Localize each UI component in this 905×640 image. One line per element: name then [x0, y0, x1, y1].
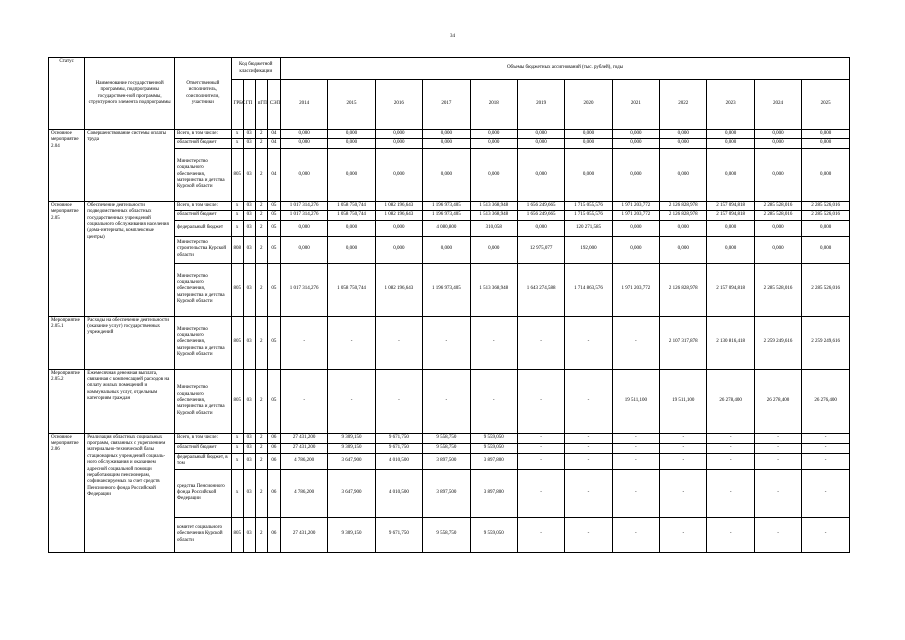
amount-cell: 0,000 — [517, 139, 564, 148]
header-name: Наименование государственной программы, подпрограммы государствен-ной программы, структурного элемента подпрограммы — [85, 58, 175, 130]
amount-cell: 0,000 — [328, 236, 375, 263]
status-cell: Основное мероприятие 2.04 — [49, 130, 85, 202]
amount-cell: 2 285 526,016 — [802, 201, 850, 210]
budget-code-cell: 06 — [267, 453, 280, 469]
amount-cell: 1 196 973,405 — [423, 211, 470, 220]
amount-cell: - — [707, 453, 754, 469]
budget-code-cell: 808 — [231, 236, 243, 263]
amount-cell: 1 656 249,665 — [517, 201, 564, 210]
amount-cell: 1 971 203,772 — [612, 211, 659, 220]
amount-cell: 27 431,200 — [280, 517, 327, 552]
amount-cell: 1 082 196,643 — [375, 211, 422, 220]
amount-cell: - — [612, 453, 659, 469]
amount-cell: - — [565, 433, 612, 443]
amount-cell: 0,000 — [754, 148, 801, 201]
amount-cell: 0,000 — [707, 130, 754, 139]
amount-cell: 1 715 055,576 — [565, 211, 612, 220]
amount-cell: 0,000 — [660, 220, 707, 236]
amount-cell: 0,000 — [612, 148, 659, 201]
amount-cell: 1 017 314,276 — [280, 211, 327, 220]
header-year: 2021 — [612, 80, 659, 130]
header-pgp: пГП — [255, 80, 267, 130]
header-sep: СЭП — [267, 80, 280, 130]
amount-cell: 1 196 973,405 — [423, 201, 470, 210]
header-year: 2020 — [565, 80, 612, 130]
amount-cell: - — [565, 369, 612, 433]
budget-code-cell: 03 — [243, 211, 255, 220]
amount-cell: 19 511,100 — [660, 369, 707, 433]
budget-code-cell: 03 — [243, 236, 255, 263]
amount-cell: 3 897,500 — [423, 453, 470, 469]
header-gp: ГП — [243, 80, 255, 130]
amount-cell: 9 309,150 — [328, 433, 375, 443]
amount-cell: 0,000 — [375, 139, 422, 148]
amount-cell: 2 126 828,978 — [660, 201, 707, 210]
amount-cell: 0,000 — [328, 130, 375, 139]
amount-cell: 0,000 — [423, 139, 470, 148]
amount-cell: 9 558,750 — [423, 517, 470, 552]
amount-cell: - — [375, 369, 422, 433]
table-row — [49, 433, 850, 443]
budget-code-cell: 2 — [255, 316, 267, 369]
amount-cell: - — [517, 469, 564, 517]
budget-code-cell: х — [231, 130, 243, 139]
amount-cell: 26 278,400 — [754, 369, 801, 433]
amount-cell: 1 058 750,744 — [328, 263, 375, 316]
amount-cell: 9 558,750 — [423, 433, 470, 443]
budget-code-cell: 05 — [267, 211, 280, 220]
amount-cell: - — [660, 443, 707, 453]
amount-cell: 2 285 528,016 — [754, 263, 801, 316]
amount-cell: 0,000 — [280, 220, 327, 236]
amount-cell: - — [802, 469, 850, 517]
amount-cell: 4 010,500 — [375, 469, 422, 517]
amount-cell: - — [280, 316, 327, 369]
amount-cell: 9 309,150 — [328, 443, 375, 453]
amount-cell: 2 126 828,978 — [660, 211, 707, 220]
amount-cell: 9 671,750 — [375, 517, 422, 552]
amount-cell: 0,000 — [328, 220, 375, 236]
amount-cell: - — [802, 433, 850, 443]
budget-code-cell: 03 — [243, 517, 255, 552]
amount-cell: - — [612, 469, 659, 517]
amount-cell: - — [517, 453, 564, 469]
budget-code-cell: х — [231, 139, 243, 148]
budget-code-cell: 05 — [267, 220, 280, 236]
budget-code-cell: 03 — [243, 130, 255, 139]
amount-cell: - — [754, 469, 801, 517]
budget-code-cell: 03 — [243, 201, 255, 210]
table-header — [49, 58, 850, 130]
amount-cell: - — [612, 443, 659, 453]
amount-cell: 2 259 249,616 — [754, 316, 801, 369]
amount-cell: 0,000 — [754, 139, 801, 148]
amount-cell: 3 647,900 — [328, 469, 375, 517]
budget-code-cell: 2 — [255, 220, 267, 236]
executor-cell: Всего, в том числе: — [175, 201, 231, 210]
amount-cell: 0,000 — [470, 130, 517, 139]
amount-cell: 0,000 — [612, 236, 659, 263]
amount-cell: 1 714 863,576 — [565, 263, 612, 316]
budget-code-cell: 06 — [267, 469, 280, 517]
budget-code-cell: 2 — [255, 211, 267, 220]
amount-cell: - — [470, 369, 517, 433]
amount-cell: - — [565, 443, 612, 453]
amount-cell: - — [660, 517, 707, 552]
budget-code-cell: 05 — [267, 236, 280, 263]
header-status: Статус — [49, 58, 85, 130]
amount-cell: 2 130 816,418 — [707, 316, 754, 369]
executor-cell: средства Пенсионного фонда Российской Федерации — [175, 469, 231, 517]
amount-cell: 9 559,050 — [470, 517, 517, 552]
header-year: 2024 — [754, 80, 801, 130]
amount-cell: 0,000 — [470, 148, 517, 201]
program-name-cell: Реализация областных социальных программ, связанных с укреплением материально-технической базы стационарных учреждений социаль-ного обслуживания и оказанием адресной социальной помощи неработающим пенсионерам, софинансируемых за счет средств Пенсионного фонда Российской Федерации — [85, 433, 175, 552]
amount-cell: 0,000 — [280, 148, 327, 201]
budget-code-cell: 03 — [243, 453, 255, 469]
amount-cell: - — [470, 316, 517, 369]
amount-cell: 0,000 — [802, 139, 850, 148]
amount-cell: 0,000 — [375, 236, 422, 263]
budget-code-cell: х — [231, 433, 243, 443]
amount-cell: - — [565, 316, 612, 369]
executor-cell: комитет социального обеспечения Курской области — [175, 517, 231, 552]
budget-code-cell: 05 — [267, 316, 280, 369]
status-cell: Основное мероприятие 2.06 — [49, 433, 85, 552]
amount-cell: 0,000 — [375, 148, 422, 201]
amount-cell: 1 715 055,576 — [565, 201, 612, 210]
budget-code-cell: 03 — [243, 139, 255, 148]
budget-code-cell: 805 — [231, 148, 243, 201]
budget-code-cell: 805 — [231, 369, 243, 433]
amount-cell: - — [565, 517, 612, 552]
executor-cell: Министерство строительства Курской области — [175, 236, 231, 263]
amount-cell: 19 511,100 — [612, 369, 659, 433]
amount-cell: - — [660, 469, 707, 517]
amount-cell: - — [754, 433, 801, 443]
amount-cell: 2 285 528,016 — [754, 211, 801, 220]
amount-cell: 2 285 526,016 — [802, 263, 850, 316]
table-row — [49, 369, 850, 433]
budget-code-cell: 03 — [243, 263, 255, 316]
budget-code-cell: х — [231, 469, 243, 517]
executor-cell: Министерство социального обеспечения, материнства и детства Курской области — [175, 369, 231, 433]
budget-code-cell: 2 — [255, 130, 267, 139]
budget-code-cell: 2 — [255, 369, 267, 433]
amount-cell: 0,000 — [423, 148, 470, 201]
header-year: 2017 — [423, 80, 470, 130]
amount-cell: - — [328, 369, 375, 433]
executor-cell: Всего, в том числе: — [175, 433, 231, 443]
status-cell: Основное мероприятие 2.05 — [49, 201, 85, 316]
amount-cell: - — [517, 517, 564, 552]
amount-cell: 0,000 — [423, 236, 470, 263]
budget-code-cell: 2 — [255, 139, 267, 148]
amount-cell: 0,000 — [754, 130, 801, 139]
table-row — [49, 316, 850, 369]
program-name-cell: Ежемесячная денежная выплата, связанная с компенсацией расходов на оплату жилых помещений и коммунальных услуг, отдельным категориям граждан — [85, 369, 175, 433]
amount-cell: - — [802, 517, 850, 552]
program-name-cell: Обеспечение деятельности подведомственных областных государственных учреждений социального обслуживания населения (дома-интернаты, комплексные центры) — [85, 201, 175, 316]
amount-cell: 0,000 — [470, 236, 517, 263]
executor-cell: областной бюджет — [175, 211, 231, 220]
amount-cell: 1 082 196,643 — [375, 201, 422, 210]
amount-cell: 0,000 — [707, 236, 754, 263]
amount-cell: 0,000 — [565, 130, 612, 139]
executor-cell: федеральный бюджет, в том — [175, 453, 231, 469]
amount-cell: 4 080,800 — [423, 220, 470, 236]
amount-cell: 1 513 368,948 — [470, 263, 517, 316]
amount-cell: 0,000 — [328, 148, 375, 201]
amount-cell: - — [707, 469, 754, 517]
amount-cell: 27 431,200 — [280, 443, 327, 453]
table-row — [49, 130, 850, 139]
amount-cell: 0,000 — [280, 139, 327, 148]
header-volumes: Объемы бюджетных ассигнований (тыс. рублей), годы — [280, 58, 849, 80]
amount-cell: 0,000 — [517, 130, 564, 139]
program-name-cell: Расходы на обеспечение деятельности (оказание услуг) государственных учреждений — [85, 316, 175, 369]
amount-cell: - — [660, 453, 707, 469]
amount-cell: - — [565, 469, 612, 517]
budget-code-cell: 05 — [267, 263, 280, 316]
amount-cell: - — [707, 433, 754, 443]
header-year: 2022 — [660, 80, 707, 130]
budget-code-cell: х — [231, 443, 243, 453]
amount-cell: - — [375, 316, 422, 369]
amount-cell: - — [565, 453, 612, 469]
executor-cell: Министерство социального обеспечения, материнства и детства Курской области — [175, 263, 231, 316]
amount-cell: 0,000 — [612, 139, 659, 148]
budget-code-cell: 2 — [255, 201, 267, 210]
amount-cell: 26 278,400 — [707, 369, 754, 433]
amount-cell: 4 786,200 — [280, 453, 327, 469]
budget-code-cell: х — [231, 211, 243, 220]
budget-code-cell: 03 — [243, 148, 255, 201]
executor-cell: областной бюджет — [175, 139, 231, 148]
amount-cell: 1 017 314,276 — [280, 201, 327, 210]
amount-cell: 0,000 — [280, 236, 327, 263]
amount-cell: 1 017 314,276 — [280, 263, 327, 316]
budget-code-cell: 06 — [267, 517, 280, 552]
amount-cell: 120 271,585 — [565, 220, 612, 236]
amount-cell: 0,000 — [754, 220, 801, 236]
amount-cell: 9 671,750 — [375, 443, 422, 453]
budget-code-cell: 805 — [231, 517, 243, 552]
amount-cell: 9 309,150 — [328, 517, 375, 552]
budget-code-cell: 03 — [243, 433, 255, 443]
budget-table — [48, 57, 850, 553]
amount-cell: 26 276,400 — [802, 369, 850, 433]
header-year: 2016 — [375, 80, 422, 130]
budget-code-cell: 2 — [255, 443, 267, 453]
amount-cell: 3 897,800 — [470, 469, 517, 517]
amount-cell: 0,000 — [707, 148, 754, 201]
amount-cell: 0,000 — [660, 130, 707, 139]
amount-cell: 1 971 203,772 — [612, 263, 659, 316]
amount-cell: 0,000 — [754, 236, 801, 263]
amount-cell: 12 975,077 — [517, 236, 564, 263]
amount-cell: 2 157 094,818 — [707, 211, 754, 220]
amount-cell: - — [423, 369, 470, 433]
amount-cell: 0,000 — [660, 236, 707, 263]
header-grbs: ГРБС — [231, 80, 243, 130]
amount-cell: 0,000 — [707, 139, 754, 148]
budget-code-cell: 03 — [243, 443, 255, 453]
amount-cell: 0,000 — [517, 220, 564, 236]
budget-code-cell: 2 — [255, 263, 267, 316]
executor-cell: федеральный бюджет — [175, 220, 231, 236]
amount-cell: 1 058 750,744 — [328, 211, 375, 220]
amount-cell: 0,000 — [802, 148, 850, 201]
amount-cell: 0,000 — [802, 220, 850, 236]
amount-cell: - — [612, 316, 659, 369]
executor-cell: областной бюджет — [175, 443, 231, 453]
budget-code-cell: 2 — [255, 236, 267, 263]
executor-cell: Министерство социального обеспечения, материнства и детства Курской области — [175, 148, 231, 201]
amount-cell: 0,000 — [660, 139, 707, 148]
budget-code-cell: 03 — [243, 369, 255, 433]
budget-code-cell: 2 — [255, 517, 267, 552]
budget-code-cell: 04 — [267, 130, 280, 139]
executor-cell: Всего, в том числе: — [175, 130, 231, 139]
amount-cell: - — [517, 443, 564, 453]
amount-cell: - — [280, 369, 327, 433]
amount-cell: 0,000 — [328, 139, 375, 148]
amount-cell: 1 513 368,948 — [470, 201, 517, 210]
amount-cell: 3 897,800 — [470, 453, 517, 469]
executor-cell: Министерство социального обеспечения, материнства и детства Курской области — [175, 316, 231, 369]
budget-code-cell: 2 — [255, 433, 267, 443]
amount-cell: 0,000 — [612, 220, 659, 236]
amount-cell: 2 259 249,616 — [802, 316, 850, 369]
amount-cell: 3 647,900 — [328, 453, 375, 469]
budget-code-cell: х — [231, 220, 243, 236]
budget-code-cell: х — [231, 201, 243, 210]
header-year: 2023 — [707, 80, 754, 130]
table-body — [49, 130, 850, 553]
budget-code-cell: 05 — [267, 369, 280, 433]
amount-cell: - — [660, 433, 707, 443]
budget-code-cell: 805 — [231, 263, 243, 316]
amount-cell: 0,000 — [707, 220, 754, 236]
amount-cell: 0,000 — [565, 139, 612, 148]
header-year: 2025 — [802, 80, 850, 130]
budget-code-cell: 05 — [267, 201, 280, 210]
budget-code-cell: 805 — [231, 316, 243, 369]
amount-cell: 4 786,200 — [280, 469, 327, 517]
budget-code-cell: 04 — [267, 139, 280, 148]
budget-code-cell: 03 — [243, 220, 255, 236]
budget-code-cell: 2 — [255, 148, 267, 201]
program-name-cell: Совершенствование системы оплаты труда — [85, 130, 175, 202]
amount-cell: 1 513 368,948 — [470, 211, 517, 220]
budget-code-cell: 06 — [267, 433, 280, 443]
amount-cell: 0,000 — [517, 148, 564, 201]
amount-cell: - — [754, 517, 801, 552]
amount-cell: 192,000 — [565, 236, 612, 263]
header-budget-code: Код бюджетной классификации — [231, 58, 280, 80]
amount-cell: - — [707, 517, 754, 552]
budget-code-cell: 06 — [267, 443, 280, 453]
budget-code-cell: 03 — [243, 316, 255, 369]
amount-cell: - — [423, 316, 470, 369]
amount-cell: - — [612, 517, 659, 552]
amount-cell: 3 897,500 — [423, 469, 470, 517]
amount-cell: 1 082 196,643 — [375, 263, 422, 316]
amount-cell: 0,000 — [565, 148, 612, 201]
amount-cell: 310,058 — [470, 220, 517, 236]
amount-cell: 9 559,050 — [470, 433, 517, 443]
amount-cell: 1 656 249,665 — [517, 211, 564, 220]
status-cell: Мероприятие 2.05.2 — [49, 369, 85, 433]
amount-cell: - — [707, 443, 754, 453]
header-year: 2015 — [328, 80, 375, 130]
amount-cell: 0,000 — [375, 130, 422, 139]
amount-cell: 2 126 828,978 — [660, 263, 707, 316]
amount-cell: 1 196 973,405 — [423, 263, 470, 316]
amount-cell: - — [754, 443, 801, 453]
amount-cell: 0,000 — [612, 130, 659, 139]
budget-code-cell: 04 — [267, 148, 280, 201]
page-number: 34 — [450, 34, 455, 39]
amount-cell: 1 643 274,588 — [517, 263, 564, 316]
amount-cell: 2 285 526,016 — [802, 211, 850, 220]
amount-cell: - — [517, 316, 564, 369]
budget-code-cell: 03 — [243, 469, 255, 517]
amount-cell: 0,000 — [660, 148, 707, 201]
amount-cell: - — [328, 316, 375, 369]
amount-cell: 2 157 094,818 — [707, 263, 754, 316]
amount-cell: 9 558,750 — [423, 443, 470, 453]
amount-cell: - — [517, 433, 564, 443]
amount-cell: - — [754, 453, 801, 469]
amount-cell: 2 157 094,818 — [707, 201, 754, 210]
amount-cell: 0,000 — [470, 139, 517, 148]
amount-cell: - — [517, 369, 564, 433]
header-year: 2019 — [517, 80, 564, 130]
budget-code-cell: 2 — [255, 469, 267, 517]
amount-cell: 0,000 — [802, 236, 850, 263]
amount-cell: 2 285 528,016 — [754, 201, 801, 210]
amount-cell: 27 431,200 — [280, 433, 327, 443]
header-year: 2018 — [470, 80, 517, 130]
amount-cell: 0,000 — [423, 130, 470, 139]
budget-code-cell: х — [231, 453, 243, 469]
amount-cell: 0,000 — [375, 220, 422, 236]
amount-cell: 1 971 203,772 — [612, 201, 659, 210]
amount-cell: - — [612, 433, 659, 443]
amount-cell: 0,000 — [802, 130, 850, 139]
amount-cell: 9 671,750 — [375, 433, 422, 443]
status-cell: Мероприятие 2.05.1 — [49, 316, 85, 369]
amount-cell: - — [802, 453, 850, 469]
header-executor: Ответственный исполнитель, соисполнители, участники — [175, 58, 231, 130]
amount-cell: 4 010,500 — [375, 453, 422, 469]
budget-code-cell: 2 — [255, 453, 267, 469]
amount-cell: 0,000 — [280, 130, 327, 139]
amount-cell: - — [802, 443, 850, 453]
amount-cell: 9 559,050 — [470, 443, 517, 453]
table-row — [49, 201, 850, 210]
header-year: 2014 — [280, 80, 327, 130]
amount-cell: 2 107 317,878 — [660, 316, 707, 369]
amount-cell: 1 058 750,744 — [328, 201, 375, 210]
